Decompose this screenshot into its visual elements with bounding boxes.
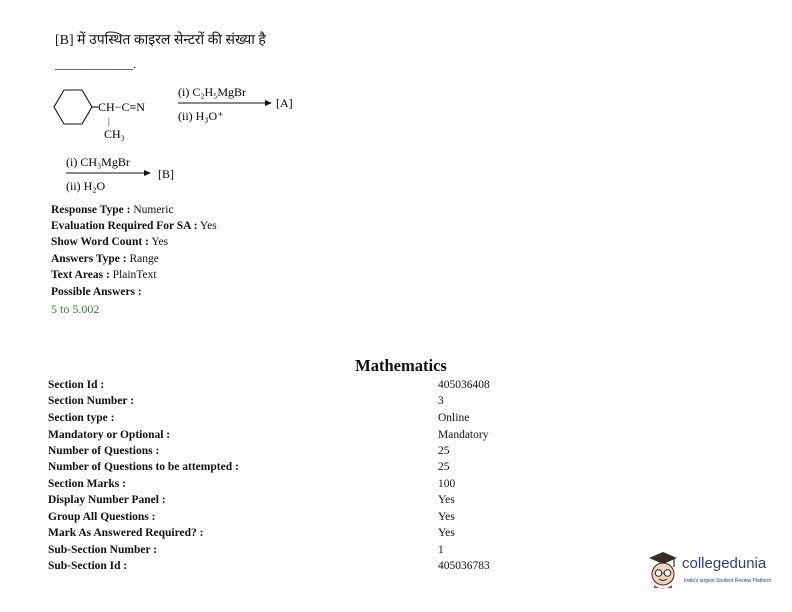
section-title: Mathematics bbox=[355, 356, 447, 375]
meta-answers-type: Answers Type : Range bbox=[51, 253, 159, 265]
graduate-mascot-icon bbox=[646, 548, 680, 592]
meta-response-type: Response Type : Numeric bbox=[51, 204, 174, 216]
step2-reagent-bottom: (ii) H₂O bbox=[66, 179, 106, 193]
logo-name: collegedunia bbox=[682, 555, 767, 572]
collegedunia-logo[interactable] bbox=[646, 548, 786, 594]
meta-text-areas: Text Areas : PlainText bbox=[51, 269, 157, 281]
step1-reagent-bottom: (ii) H₃O⁺ bbox=[178, 109, 224, 123]
meta-show-word-count: Show Word Count : Yes bbox=[51, 236, 169, 248]
reactant-chain: CH−C≡N bbox=[98, 100, 145, 114]
reaction-step2 bbox=[62, 152, 212, 198]
step2-product: [B] bbox=[158, 167, 174, 181]
reactant-methyl: CH₃ bbox=[104, 127, 125, 141]
answer-blank: ____________. bbox=[55, 56, 137, 71]
meta-possible-answers: Possible Answers : bbox=[51, 286, 142, 298]
cyclohexane-ring bbox=[54, 90, 92, 124]
question-text: [B] में उपस्थित काइरल सेन्टरों की संख्या है bbox=[55, 33, 266, 48]
reactant-bond: | bbox=[108, 116, 110, 126]
possible-answer-value: 5 to 5.002 bbox=[51, 302, 100, 316]
meta-evaluation-required: Evaluation Required For SA : Yes bbox=[51, 220, 217, 232]
reaction-scheme bbox=[52, 82, 352, 152]
step2-reagent-top: (i) CH₃MgBr bbox=[66, 155, 130, 169]
step1-product: [A] bbox=[276, 96, 293, 110]
logo-tagline: India's largest Student Review Platform bbox=[684, 578, 772, 584]
step1-arrowhead bbox=[265, 100, 272, 106]
step2-arrowhead bbox=[144, 170, 151, 176]
step1-reagent-top: (i) C₂H₅MgBr bbox=[178, 85, 247, 99]
